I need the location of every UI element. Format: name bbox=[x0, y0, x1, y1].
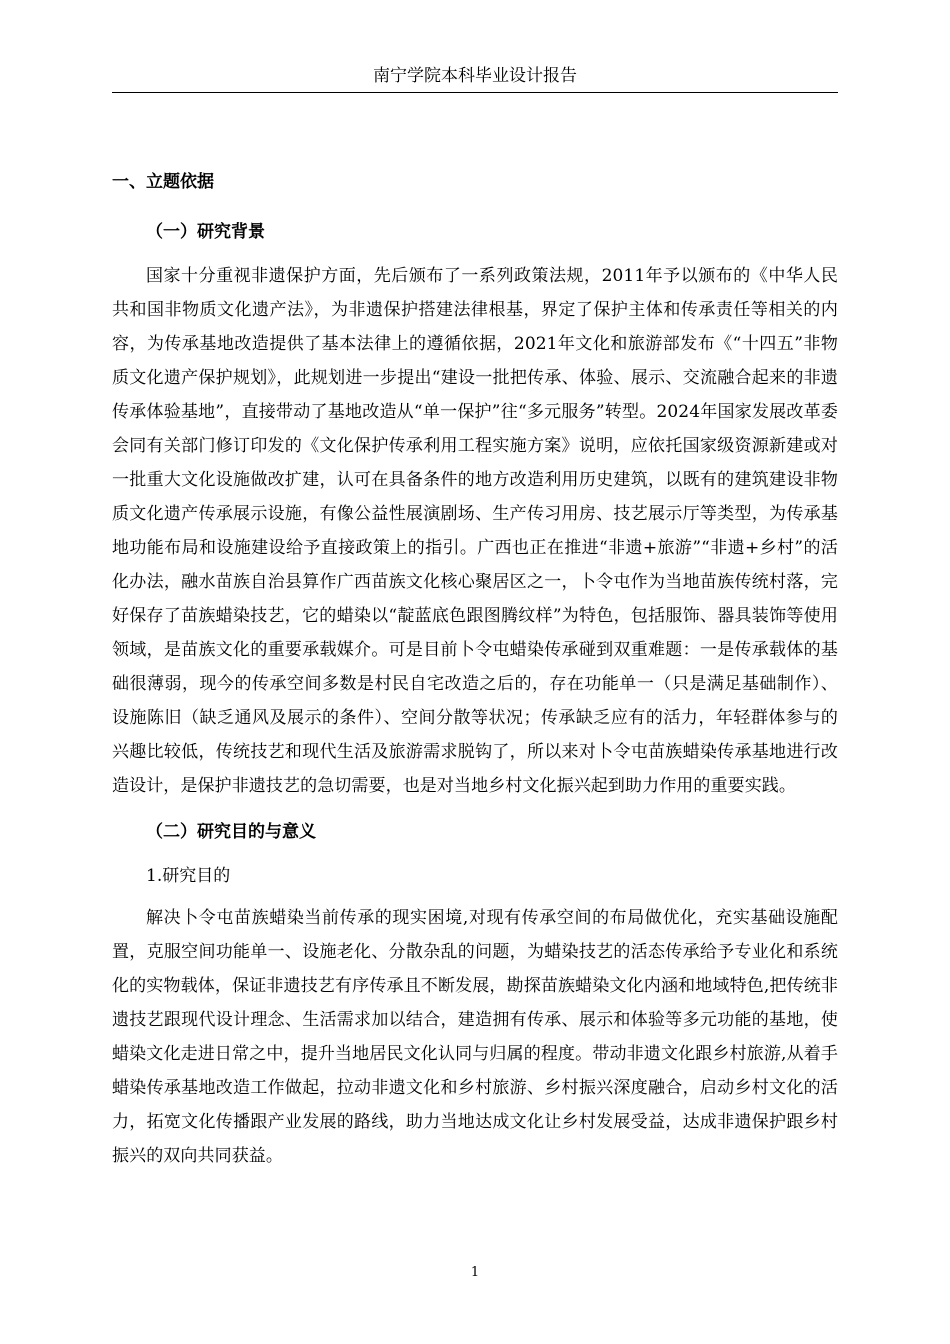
background-paragraph: 国家十分重视非遗保护方面，先后颁布了一系列政策法规，2011年予以颁布的《中华人民共和国非物质文化遗产法》，为非遗保护搭建法律根基，界定了保护主体和传承责任等相关的内容，为传承基地改造提供了基本法律上的遵循依据，2021年文化和旅游部发布《“十四五”非物质文化遗产保护规划》，此规划进一步提出“建设一批把传承、体验、展示、交流融合起来的非遗传承体验基地”，直接带动了基地改造从“单一保护”往“多元服务”转型。2024年国家发展改革委会同有关部门修订印发的《文化保护传承利用工程实施方案》说明，应依托国家级资源新建或对一批重大文化设施做改扩建，认可在具备条件的地方改造利用历史建筑，以既有的建筑建设非物质文化遗产传承展示设施，有像公益性展演剧场、生产传习用房、技艺展示厅等类型，为传承基地功能布局和设施建设给予直接政策上的指引。广西也正在推进“非遗+旅游”“非遗+乡村”的活化办法，融水苗族自治县算作广西苗族文化核心聚居区之一，卜令屯作为当地苗族传统村落，完好保存了苗族蜡染技艺，它的蜡染以“靛蓝底色跟图腾纹样”为特色，包括服饰、器具装饰等使用领域，是苗族文化的重要承载媒介。可是目前卜令屯蜡染传承碰到双重难题：一是传承载体的基础很薄弱，现今的传承空间多数是村民自宅改造之后的，存在功能单一（只是满足基础制作）、设施陈旧（缺乏通风及展示的条件）、空间分散等状况；传承缺乏应有的活力，年轻群体参与的兴趣比较低，传统技艺和现代生活及旅游需求脱钩了，所以来对卜令屯苗族蜡染传承基地进行改造设计，是保护非遗技艺的急切需要，也是对当地乡村文化振兴起到助力作用的重要实践。 bbox=[112, 266, 838, 796]
subsection-heading-purpose: （二）研究目的与意义 bbox=[146, 822, 316, 842]
page-header bbox=[112, 62, 838, 93]
subsection-heading-background: （一）研究背景 bbox=[146, 222, 265, 242]
section-heading: 一、立题依据 bbox=[112, 172, 214, 192]
purpose-paragraph: 解决卜令屯苗族蜡染当前传承的现实困境,对现有传承空间的布局做优化，充实基础设施配置，克服空间功能单一、设施老化、分散杂乱的问题，为蜡染技艺的活态传承给予专业化和系统化的实物载体，保证非遗技艺有序传承且不断发展，勘探苗族蜡染文化内涵和地域特色,把传统非遗技艺跟现代设计理念、生活需求加以结合，建造拥有传承、展示和体验等多元功能的基地，使蜡染文化走进日常之中，提升当地居民文化认同与归属的程度。带动非遗文化跟乡村旅游,从着手蜡染传承基地改造工作做起，拉动非遗文化和乡村旅游、乡村振兴深度融合，启动乡村文化的活力，拓宽文化传播跟产业发展的路线，助力当地达成文化让乡村发展受益，达成非遗保护跟乡村振兴的双向共同获益。 bbox=[112, 908, 838, 1166]
item-heading-purpose: 1.研究目的 bbox=[146, 866, 231, 886]
document-body bbox=[112, 163, 838, 1183]
header-title: 南宁学院本科毕业设计报告 bbox=[373, 66, 577, 86]
page-number: 1 bbox=[470, 1265, 480, 1280]
